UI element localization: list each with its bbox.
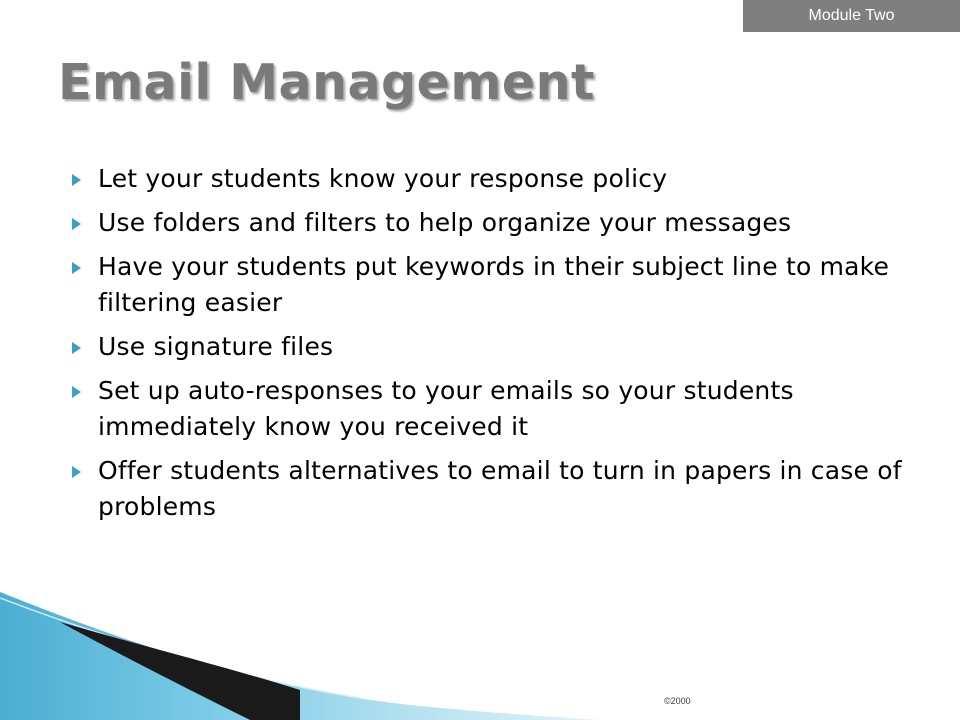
module-tab: Module Two	[743, 0, 960, 32]
bullet-text: Use signature files	[98, 332, 334, 361]
bullet-text: Use folders and filters to help organize your messages	[98, 208, 792, 237]
bullet-text: Have your students put keywords in their subject line to make filtering easier	[98, 252, 890, 317]
copyright-note: ©2000	[664, 696, 691, 706]
bullet-text: Offer students alternatives to email to turn in papers in case of problems	[98, 456, 902, 521]
bullet-text: Let your students know your response policy	[98, 164, 668, 193]
slide-title: Email Management	[58, 54, 595, 111]
bullet-text: Set up auto-responses to your emails so your students immediately know you received it	[98, 376, 794, 441]
